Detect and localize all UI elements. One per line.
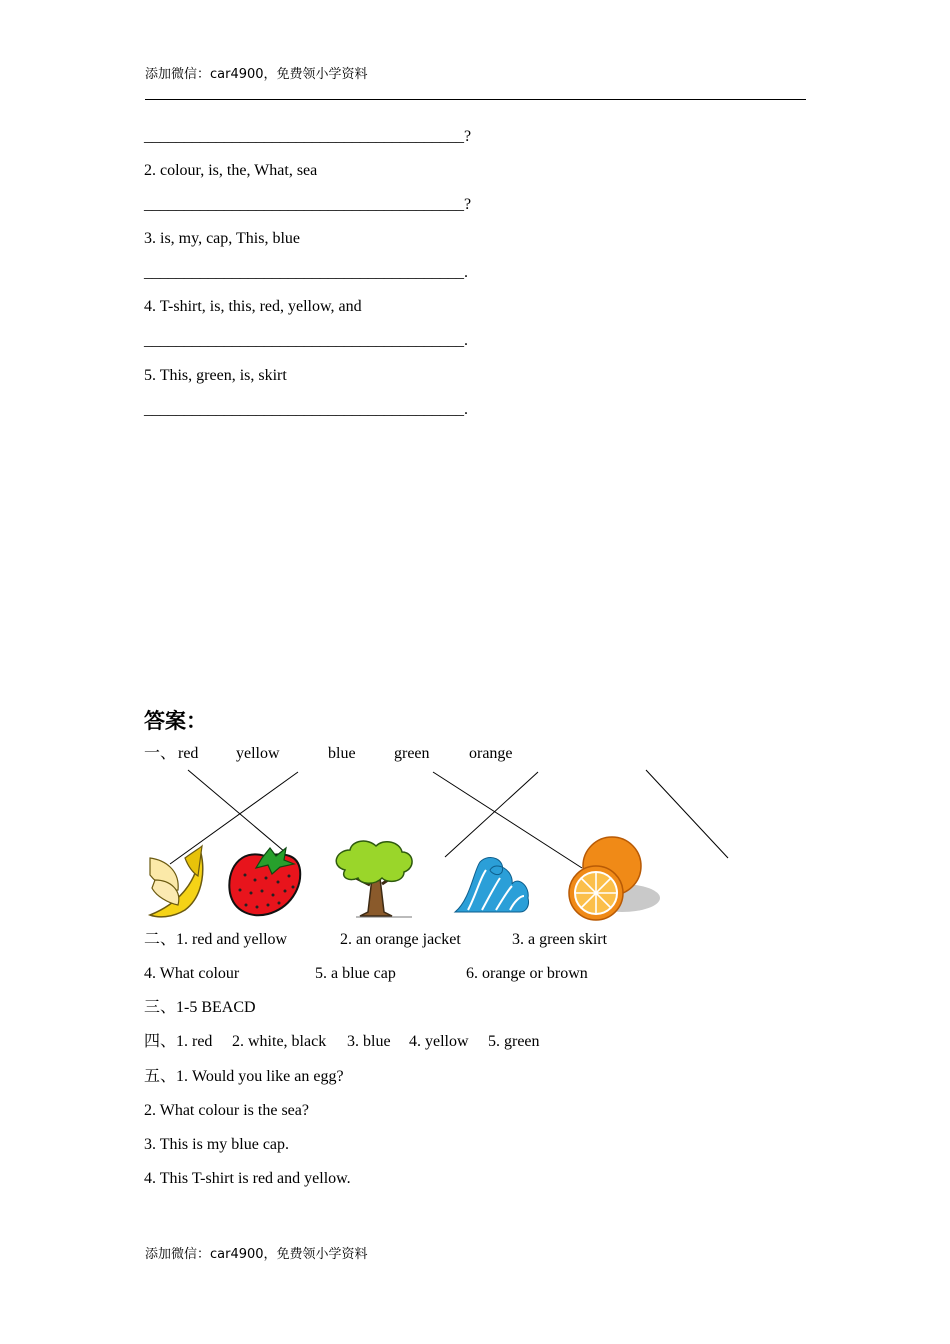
section2-answer-4: 4. What colour: [144, 965, 240, 982]
match-line-yellow-banana: [170, 772, 298, 864]
section1-prefix: 一、: [144, 745, 177, 762]
strawberry-image: [229, 848, 300, 915]
answer-line-2: ________________________________________?: [144, 196, 472, 213]
wave-image: [455, 857, 529, 912]
section5-answer-4: 4. This T-shirt is red and yellow.: [144, 1170, 351, 1187]
answers-title: 答案：: [144, 709, 207, 733]
color-word-blue: blue: [328, 745, 356, 762]
exercise-item-2-prompt: 2. colour, is, the, What, sea: [144, 162, 318, 179]
section2-answer-6: 6. orange or brown: [466, 965, 588, 982]
answer-line-4: ________________________________________.: [144, 332, 468, 349]
exercise-item-4-prompt: 4. T-shirt, is, this, red, yellow, and: [144, 298, 362, 315]
page-header: 添加微信：car4900，免费领小学资料: [145, 67, 368, 82]
section3-answer: 三、1-5 BEACD: [144, 999, 256, 1016]
section5-answer-3: 3. This is my blue cap.: [144, 1136, 290, 1153]
orange-image: [569, 837, 660, 920]
tree-image: [336, 841, 412, 917]
section4-answer-1: 四、1. red: [144, 1033, 213, 1050]
match-line-red-strawberry: [188, 770, 285, 852]
match-line-green-tree: [433, 772, 582, 868]
section5-answer-1: 五、1. Would you like an egg?: [144, 1068, 344, 1085]
match-line-blue-wave: [445, 772, 538, 857]
section2-answer-3: 3. a green skirt: [512, 931, 608, 948]
section2-answer-1: 二、1. red and yellow: [144, 931, 288, 948]
color-word-yellow: yellow: [236, 745, 280, 762]
section4-answer-5: 5. green: [488, 1033, 540, 1050]
exercise-item-3-prompt: 3. is, my, cap, This, blue: [144, 230, 300, 247]
page-footer: 添加微信：car4900，免费领小学资料: [145, 1247, 368, 1262]
section5-answer-2: 2. What colour is the sea?: [144, 1102, 309, 1119]
section4-answer-4: 4. yellow: [409, 1033, 469, 1050]
answer-line-1: ________________________________________?: [144, 128, 472, 145]
answer-line-3: ________________________________________.: [144, 264, 468, 281]
section2-answer-2: 2. an orange jacket: [340, 931, 461, 948]
banana-image: [150, 846, 203, 917]
section4-answer-2: 2. white, black: [232, 1033, 327, 1050]
section2-answer-5: 5. a blue cap: [315, 965, 396, 982]
color-word-orange: orange: [469, 745, 513, 762]
answer-line-5: ________________________________________.: [144, 401, 468, 418]
color-word-red: red: [178, 745, 199, 762]
section4-answer-3: 3. blue: [347, 1033, 391, 1050]
exercise-item-5-prompt: 5. This, green, is, skirt: [144, 367, 287, 384]
match-line-orange-orange: [646, 770, 728, 858]
color-word-green: green: [394, 745, 430, 762]
